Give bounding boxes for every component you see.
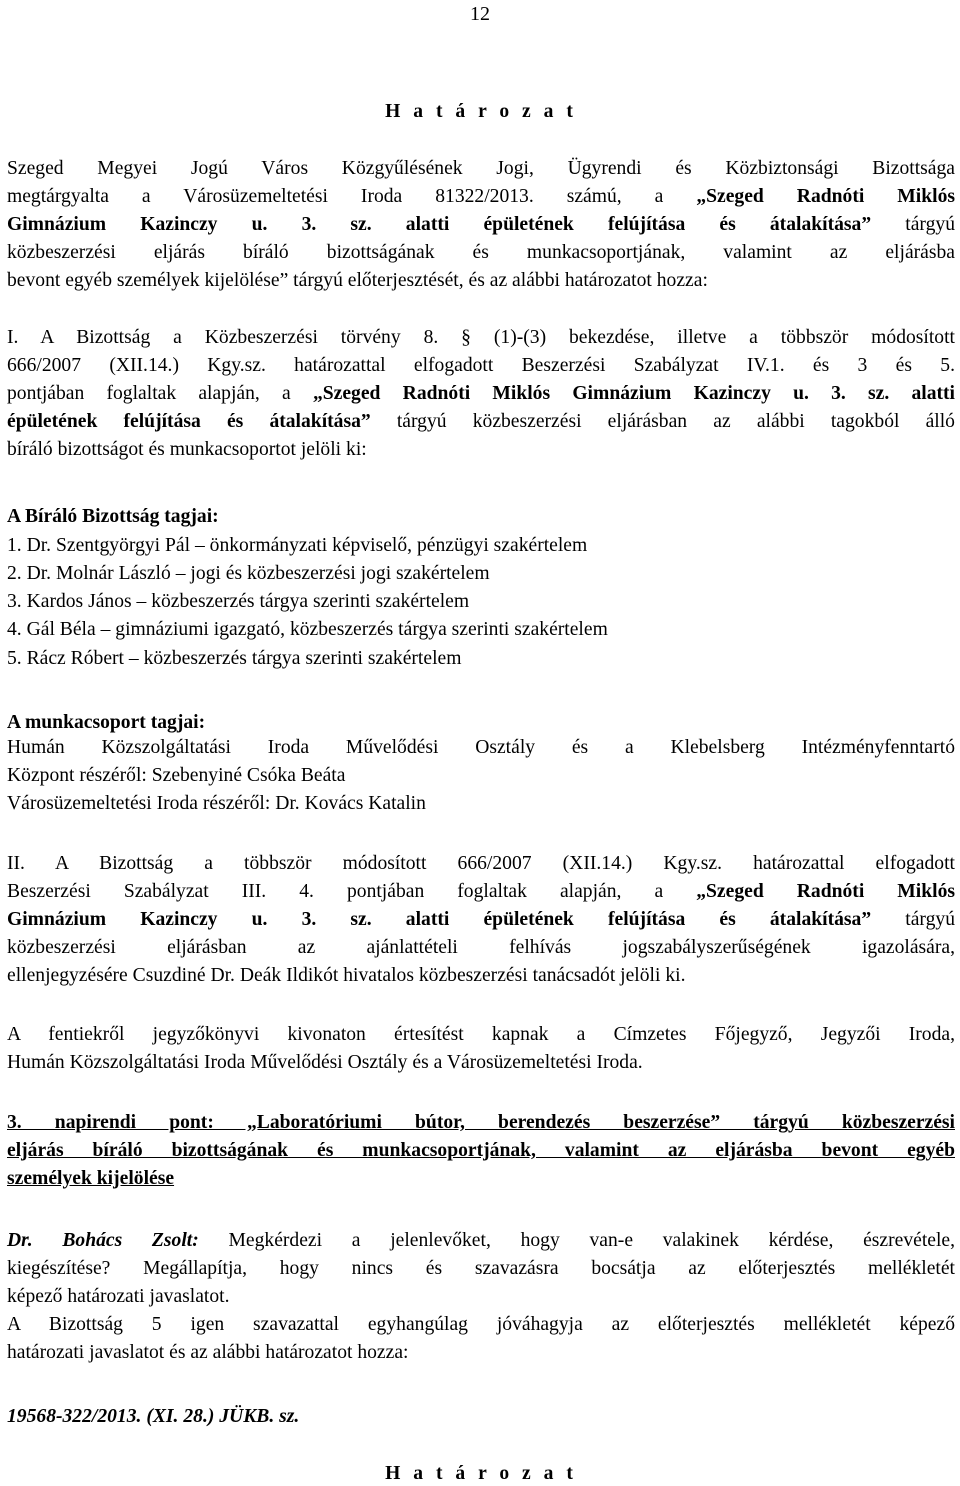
notice-line2: Humán Közszolgáltatási Iroda Művelődési Osztály és a Városüzemeltetési Iroda. [7, 1052, 643, 1073]
para1-line4: közbeszerzési eljárás bíráló bizottságának és munkacsoportjának, valamint az eljárásba [7, 242, 955, 263]
vote-line2: határozati javaslatot és az alábbi határozatot hozza: [7, 1342, 409, 1363]
section2-line5: ellenjegyzésére Csuzdiné Dr. Deák Ildikót hivatalos közbeszerzési tanácsadót jelöli ki. [7, 965, 686, 986]
para1-line2: megtárgyalta a Városüzemeltetési Iroda 81322/2013. számú, a „Szeged Radnóti Miklós [7, 186, 955, 207]
resolution-heading-bottom: H a t á r o z a t [385, 1463, 577, 1484]
resolution-number: 19568-322/2013. (XI. 28.) JÜKB. sz. [7, 1406, 300, 1427]
speech-line3: képező határozati javaslatot. [7, 1286, 230, 1307]
page-number: 12 [470, 3, 490, 25]
section1-line5: bíráló bizottságot és munkacsoportot jelöli ki: [7, 439, 367, 460]
agenda3-line3: személyek kijelölése [7, 1168, 175, 1189]
section2-line3: Gimnázium Kazinczy u. 3. sz. alatti épületének felújítása és átalakítása” tárgyú [7, 909, 955, 930]
speech-line2: kiegészítése? Megállapítja, hogy nincs és szavazásra bocsátja az előterjesztés mellékletét [7, 1258, 955, 1279]
para1-line1: Szeged Megyei Jogú Város Közgyűlésének Jogi, Ügyrendi és Közbiztonsági Bizottsága [7, 158, 955, 179]
committee-member-5: 5. Rácz Róbert – közbeszerzés tárgya szerinti szakértelem [7, 648, 462, 669]
resolution-heading: H a t á r o z a t [385, 101, 577, 122]
workgroup-line2: Központ részéről: Szebenyiné Csóka Beáta [7, 765, 346, 786]
section1-line3: pontjában foglaltak alapján, a „Szeged Radnóti Miklós Gimnázium Kazinczy u. 3. sz. alatti [7, 383, 955, 404]
section1-line4: épületének felújítása és átalakítása” tárgyú közbeszerzési eljárásban az alábbi tagokból álló [7, 411, 955, 432]
section2-line1: II. A Bizottság a többször módosított 666/2007 (XII.14.) Kgy.sz. határozattal elfogadott [7, 853, 955, 874]
section1-line1: I. A Bizottság a Közbeszerzési törvény 8. § (1)-(3) bekezdése, illetve a többször módosított [7, 327, 955, 348]
section1-line2: 666/2007 (XII.14.) Kgy.sz. határozattal elfogadott Beszerzési Szabályzat IV.1. és 3 és 5. [7, 355, 955, 376]
workgroup-line3: Városüzemeltetési Iroda részéről: Dr. Kovács Katalin [7, 793, 426, 814]
workgroup-title: A munkacsoport tagjai: [7, 712, 206, 733]
section2-line4: közbeszerzési eljárásban az ajánlattételi felhívás jogszabályszerűségének igazolására, [7, 937, 955, 958]
para1-line5: bevont egyéb személyek kijelölése” tárgyú előterjesztését, és az alábbi határozatot hozza: [7, 270, 708, 291]
committee-member-4: 4. Gál Béla – gimnáziumi igazgató, közbeszerzés tárgya szerinti szakértelem [7, 619, 608, 640]
agenda3-line2: eljárás bíráló bizottságának és munkacsoportjának, valamint az eljárásba bevont egyéb [7, 1140, 955, 1161]
vote-line1: A Bizottság 5 igen szavazattal egyhangúlag jóváhagyja az előterjesztés mellékletét képező [7, 1314, 955, 1335]
committee-member-2: 2. Dr. Molnár László – jogi és közbeszerzési jogi szakértelem [7, 563, 490, 584]
agenda3-line1: 3. napirendi pont: „Laboratóriumi bútor, berendezés beszerzése” tárgyú közbeszerzési [7, 1112, 955, 1133]
section2-line2: Beszerzési Szabályzat III. 4. pontjában foglaltak alapján, a „Szeged Radnóti Miklós [7, 881, 956, 902]
committee-member-3: 3. Kardos János – közbeszerzés tárgya szerinti szakértelem [7, 591, 470, 612]
speech-line1: Dr. Bohács Zsolt: Megkérdezi a jelenlevőket, hogy van-e valakinek kérdése, észrevétele, [7, 1230, 956, 1251]
notice-line1: A fentiekről jegyzőkönyvi kivonaton értesítést kapnak a Címzetes Főjegyző, Jegyzői Iroda, [7, 1024, 955, 1045]
committee-title: A Bíráló Bizottság tagjai: [7, 506, 219, 527]
para1-line3: Gimnázium Kazinczy u. 3. sz. alatti épületének felújítása és átalakítása” tárgyú [7, 214, 955, 235]
committee-member-1: 1. Dr. Szentgyörgyi Pál – önkormányzati képviselő, pénzügyi szakértelem [7, 535, 588, 556]
workgroup-line1: Humán Közszolgáltatási Iroda Művelődési Osztály és a Klebelsberg Intézményfenntartó [7, 737, 955, 758]
